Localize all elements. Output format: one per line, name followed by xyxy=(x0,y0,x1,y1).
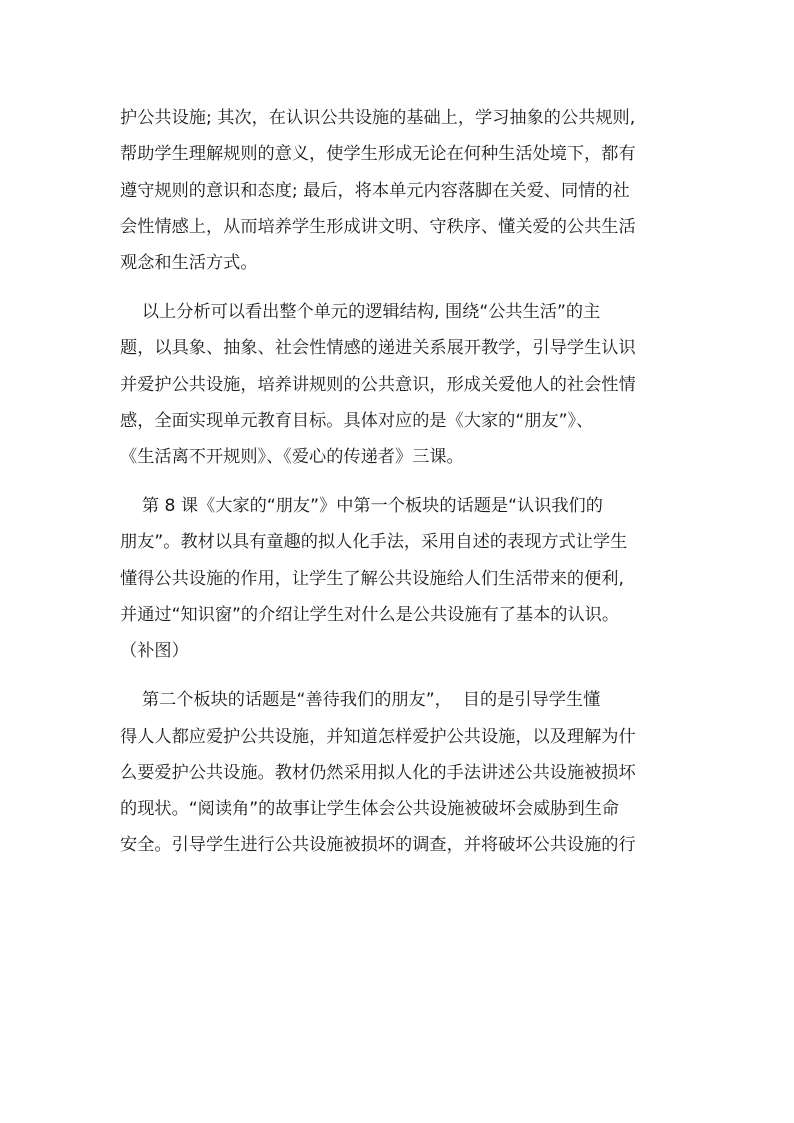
paragraph-2 xyxy=(120,294,680,475)
document-page xyxy=(120,100,680,864)
text-line: 观念和生活方式。 xyxy=(120,253,258,274)
text-line: 懂得公共设施的作用，让学生了解公共设施给人们生活带来的便利, xyxy=(120,568,624,589)
text-line: 么要爱护公共设施。教材仍然采用拟人化的手法讲述公共设施被损坏 xyxy=(120,762,636,783)
text-line: 第二个板块的话题是“善待我们的朋友”， 目的是引导学生懂 xyxy=(120,690,601,711)
text-line: 并爱护公共设施，培养讲规则的公共意识，形成关爱他人的社会性情 xyxy=(120,374,636,395)
text-line: 会性情感上，从而培养学生形成讲文明、守秩序、懂关爱的公共生活 xyxy=(120,216,636,237)
paragraph-gap xyxy=(120,281,680,294)
text-line: （补图） xyxy=(120,641,189,662)
text-line: 安全。引导学生进行公共设施被损坏的调查，并将破坏公共设施的行 xyxy=(120,835,636,856)
text-line: 并通过“知识窗”的介绍让学生对什么是公共设施有了基本的认识。 xyxy=(120,605,620,626)
text-line: 帮助学生理解规则的意义，使学生形成无论在何种生活处境下，都有 xyxy=(120,144,636,165)
text-line: 第 8 课《大家的“朋友”》中第一个板块的话题是“认识我们的 xyxy=(120,496,603,517)
text-line: 以上分析可以看出整个单元的逻辑结构, 围绕“公共生活”的主 xyxy=(120,302,601,323)
text-line: 护公共设施; 其次，在认识公共设施的基础上，学习抽象的公共规则, xyxy=(120,108,636,128)
text-line: 朋友”。教材以具有童趣的拟人化手法，采用自述的表现方式让学生 xyxy=(120,532,628,553)
text-line: 《生活离不开规则》、《爱心的传递者》三课。 xyxy=(120,447,464,468)
text-line: 题，以具象、抽象、社会性情感的递进关系展开教学，引导学生认识 xyxy=(120,338,636,359)
paragraph-4 xyxy=(120,682,680,863)
text-line: 感，全面实现单元教育目标。具体对应的是《大家的“朋友”》、 xyxy=(120,410,594,431)
paragraph-gap xyxy=(120,476,680,489)
text-line: 得人人都应爱护公共设施，并知道怎样爱护公共设施，以及理解为什 xyxy=(120,726,636,747)
text-line: 遵守规则的意识和态度; 最后，将本单元内容落脚在关爱、同情的社 xyxy=(120,180,630,201)
text-line: 的现状。“阅读角”的故事让学生体会公共设施被破坏会威胁到生命 xyxy=(120,799,620,820)
paragraph-gap xyxy=(120,670,680,683)
paragraph-1 xyxy=(120,100,680,281)
paragraph-3 xyxy=(120,488,680,669)
